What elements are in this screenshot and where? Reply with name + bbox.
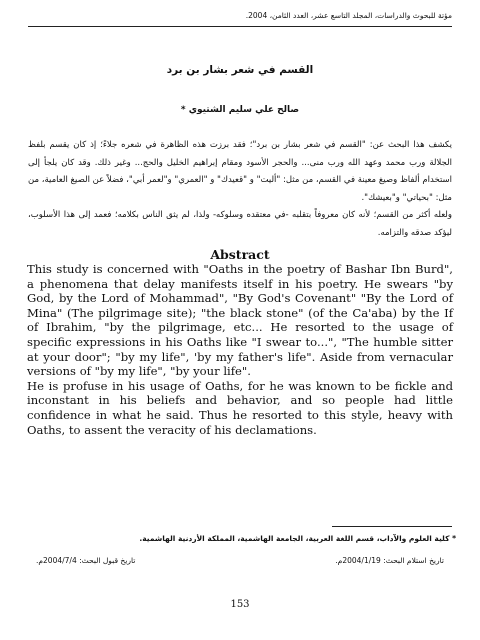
english-abstract-paragraph-1: This study is concerned with "Oaths in the poetry of Bashar Ibn Burd", a phenomena that delay manifests itself in his poetry. He swears "by God, by the Lord of Mohammad", "By God's Covenant" "By the Lord of Mina" (The pilgrimage site); "the black stone" (of the Ca'aba) by the If of Ibrahim, "by the pilgrimage, etc... He resorted to the usage of specific expressions in his Oaths like "I swear to...", "The humble sitter at your door"; "by my life", 'by my father's life". Aside from vernacular versions of "by my life", "by your life". <box>27 262 453 379</box>
arabic-abstract <box>28 137 452 242</box>
submission-dates <box>36 555 444 567</box>
paper-title: القسم في شعر بشار بن برد <box>166 64 314 76</box>
abstract-heading: Abstract <box>210 247 270 262</box>
author-affiliation: * كلية العلوم والآداب، قسم اللغة العربية، الجامعة الهاشمية، المملكة الأردنية الهاشمية. <box>139 534 456 543</box>
page-number: 153 <box>230 599 250 610</box>
footnote-divider <box>332 526 452 527</box>
running-header: مؤتة للبحوث والدراسات، المجلد التاسع عشر، العدد الثامن، 2004. <box>245 11 452 20</box>
arabic-abstract-paragraph-2: ولعله أكثر من القسم؛ لأنه كان معروفاً بتقلبه -في معتقده وسلوكه- ولذا، لم يثق الناس بكلامه؛ فعمد إلى هذا الأسلوب، ليؤكد صدقه والتزامه. <box>28 210 452 238</box>
receipt-date: تاريخ استلام البحث: 2004/1/19م. <box>335 556 444 565</box>
header-divider <box>28 26 452 27</box>
english-abstract-paragraph-2: He is profuse in his usage of Oaths, for he was known to be fickle and inconstant in his beliefs and behavior, and so people had little confidence in what he said. Thus he resorted to this style, heavy with Oaths, to assent the veracity of his declamations. <box>27 378 453 437</box>
author-name: صالح علي سليم الشتيوي * <box>180 105 300 115</box>
acceptance-date: تاريخ قبول البحث: 2004/7/4م. <box>36 556 136 565</box>
arabic-abstract-paragraph-1: يكشف هذا البحث عن: "القسم في شعر بشار بن برد"؛ فقد برزت هذه الظاهرة في شعره جلاءً؛ إذ كان يقسم بلفظ الجلالة ورب محمد وعهد الله ورب منى... والحجر الأسود ومقام إبراهيم الخليل والحج... وغير ذلك. وقد كان يلجأ إلى استخدام ألفاظ وصيغ معينة في القسم، من مثل: "أليت" و "قعيدك" و "العمري" و"لعمر أبي"، فضلاً عن الصيغ العامية، من مثل: "بحياتي" و"بعيشك". <box>28 140 452 203</box>
english-abstract <box>27 262 453 437</box>
